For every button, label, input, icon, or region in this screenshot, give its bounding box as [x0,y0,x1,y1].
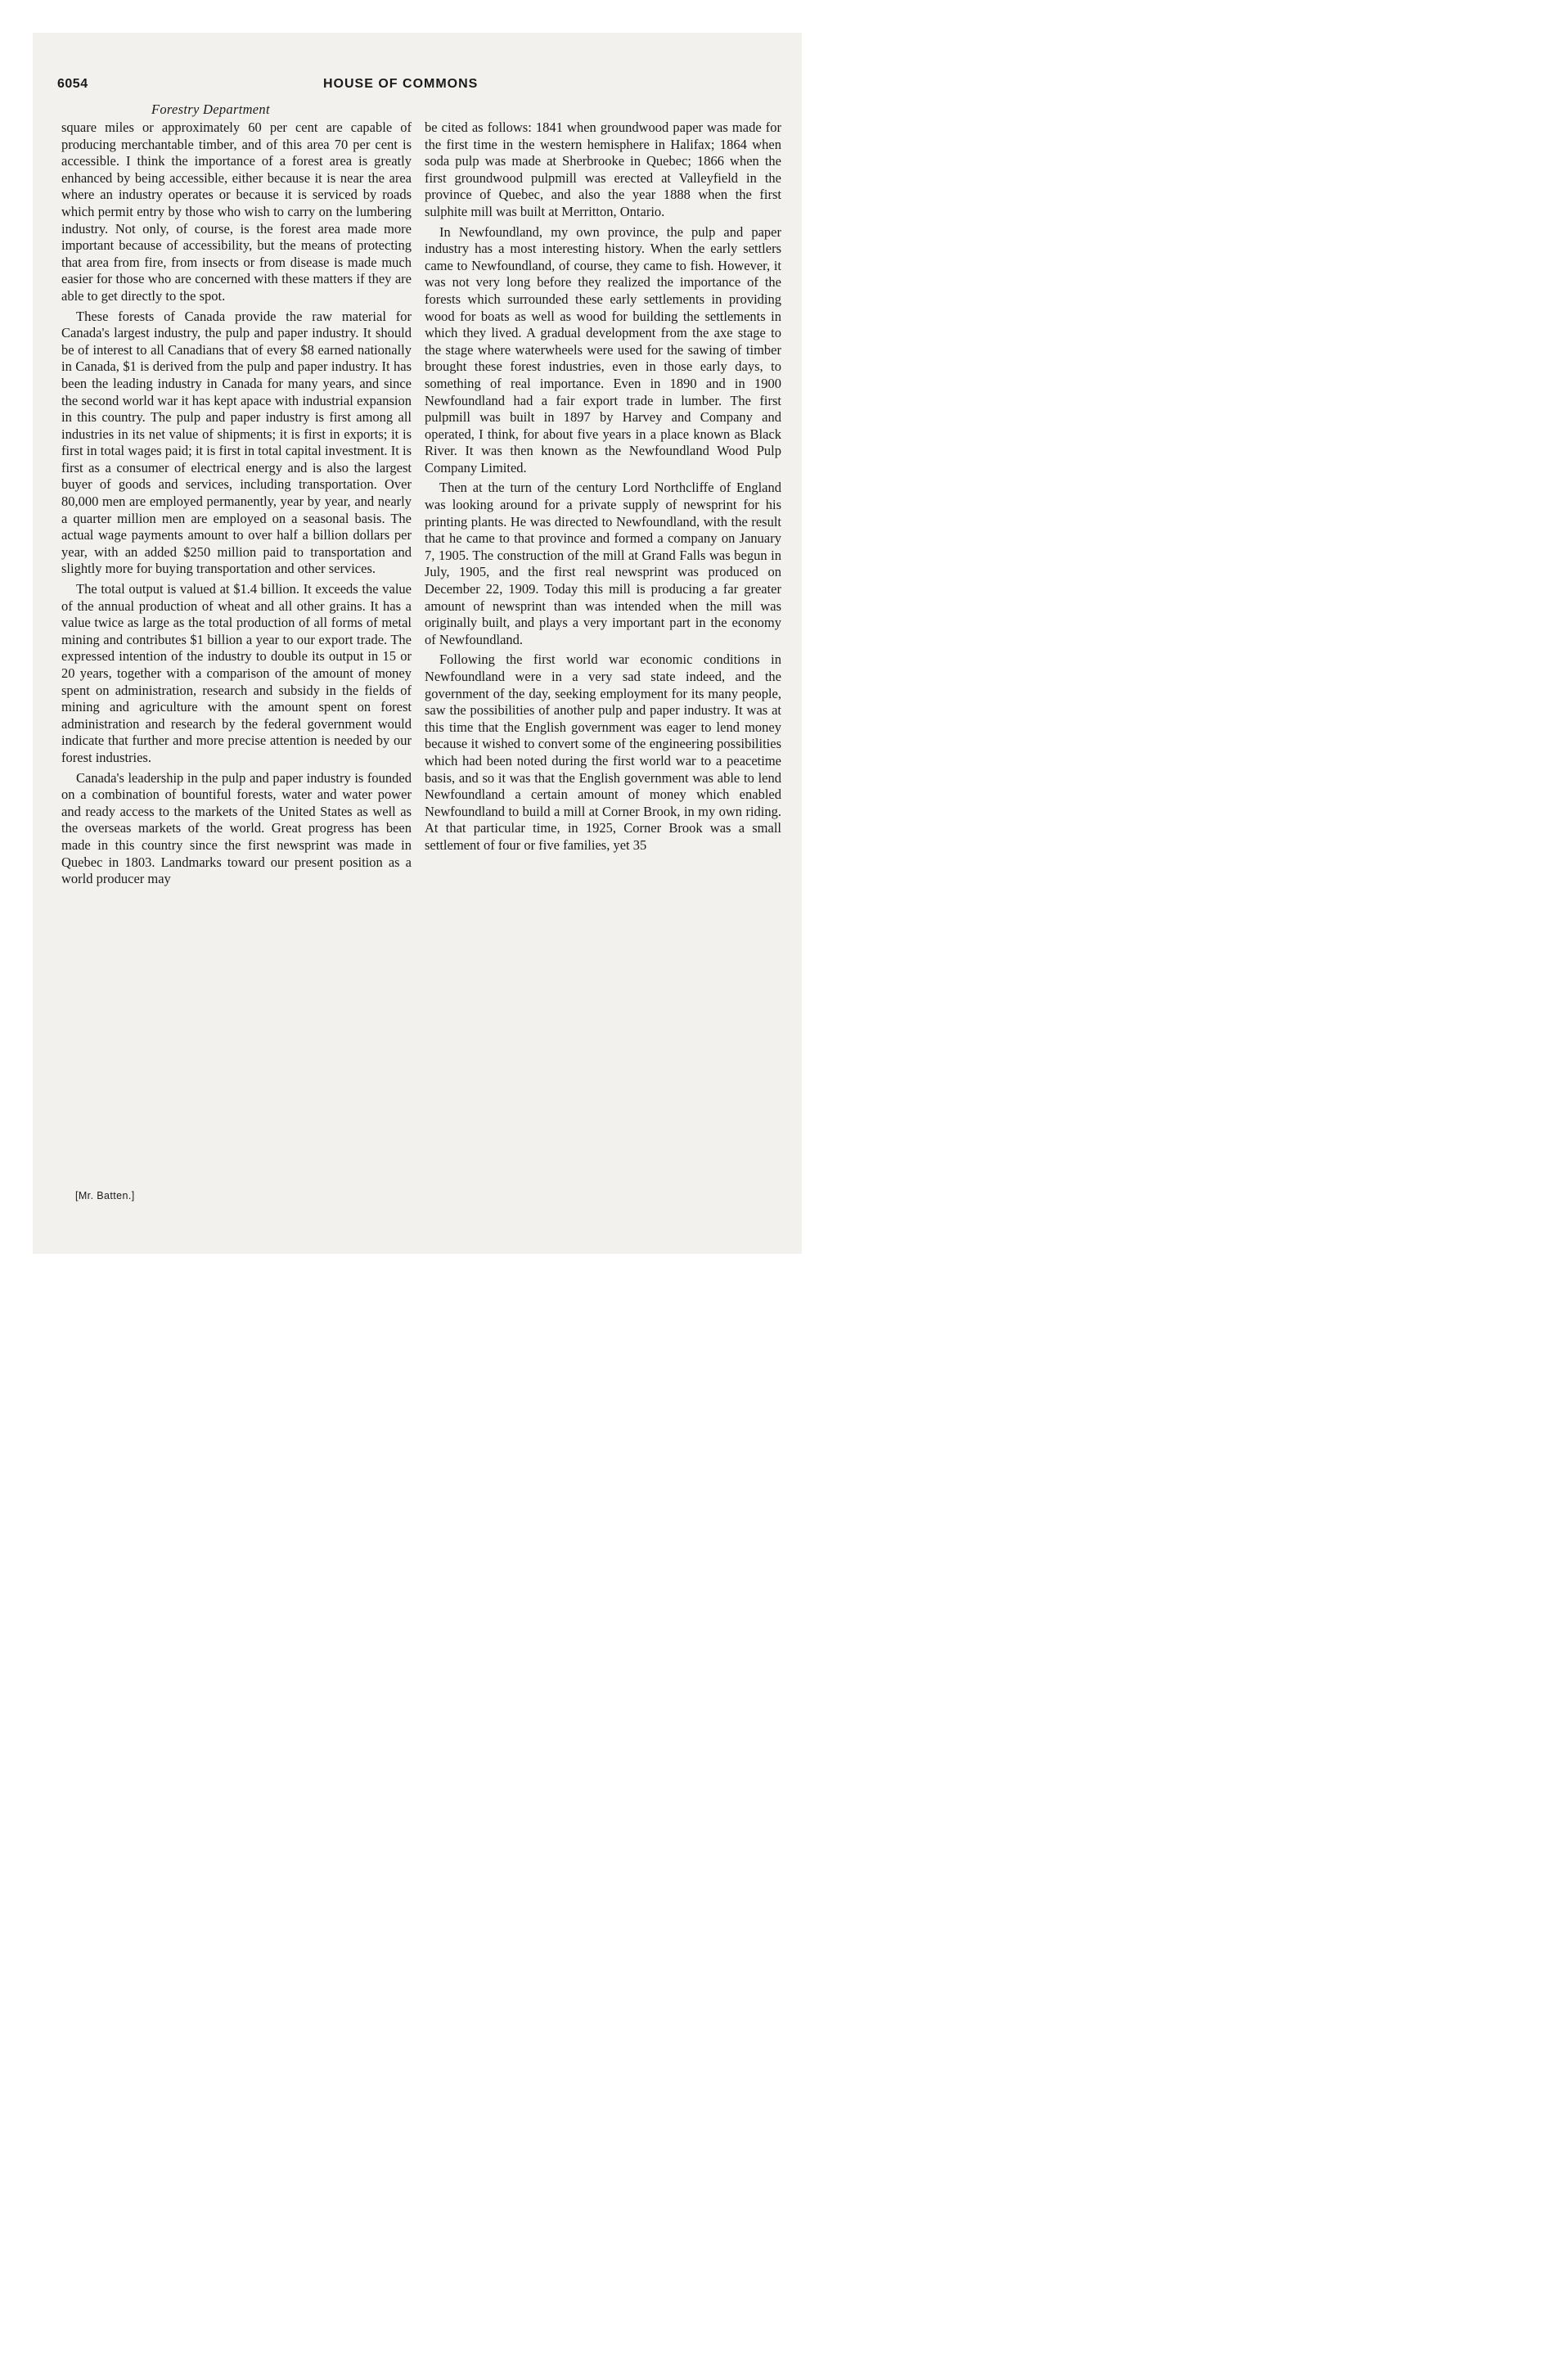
right-column [425,119,781,854]
paragraph: The total output is valued at $1.4 billion. It exceeds the value of the annual production of wheat and all other grains. It has a value twice as large as the total production of all forms of metal mining and contributes $1 billion a year to our export trade. The expressed intention of the industry to double its output in 15 or 20 years, together with a comparison of the amount of money spent on administration, research and subsidy in the fields of mining and agriculture with the amount spent on forest administration and research by the federal government would indicate that further and more precise attention is needed by our forest industries. [61,581,412,765]
running-head: HOUSE OF COMMONS [323,77,479,91]
paragraph: Following the first world war economic conditions in Newfoundland were in a very sad state indeed, and the government of the day, seeking employment for its many people, saw the possibilities of another pulp and paper industry. It was at this time that the English government was eager to lend money because it wished to convert some of the engineering possibilities which had been noted during the first world war to a peacetime basis, and so it was that the English government was able to lend Newfoundland a certain amount of money which enabled Newfoundland to build a mill at Corner Brook, in my own riding. At that particular time, in 1925, Corner Brook was a small settlement of four or five families, yet 35 [425,651,781,853]
paragraph: These forests of Canada provide the raw material for Canada's largest industry, the pulp and paper industry. It should be of interest to all Canadians that of every $8 earned nationally in Canada, $1 is derived from the pulp and paper industry. It has been the leading industry in Canada for many years, and since the second world war it has kept apace with industrial expansion in this country. The pulp and paper industry is first among all industries in its net value of shipments; it is first in exports; it is first in total wages paid; it is first in total capital investment. It is first as a consumer of electrical energy and is also the largest buyer of goods and services, including transportation. Over 80,000 men are employed permanently, year by year, and nearly a quarter million men are employed on a seasonal basis. The actual wage payments amount to over half a billion dollars per year, with an added $250 million paid to transportation and slightly more for buying transportation and other services. [61,308,412,577]
page-number: 6054 [57,77,88,91]
paragraph: In Newfoundland, my own province, the pulp and paper industry has a most interesting history. When the early settlers came to Newfoundland, of course, they came to fish. However, it was not very long before they realized the importance of the forests which surrounded these early settlements in providing wood for boats as well as wood for building the settlements in which they lived. A gradual development from the axe stage to the stage where waterwheels were used for the sawing of timber brought these forest industries, even in those early days, to something of real importance. Even in 1890 and in 1900 Newfoundland had a fair export trade in lumber. The first pulpmill was built in 1897 by Harvey and Company and operated, I think, for about five years in a place known as Black River. It was then known as the Newfoundland Wood Pulp Company Limited. [425,223,781,476]
paragraph: square miles or approximately 60 per cent are capable of producing merchantable timber, and of this area 70 per cent is accessible. I think the importance of a forest area is greatly enhanced by being accessible, either because it is near the area where an industry operates or because it is serviced by roads which permit entry by those who wish to carry on the lumbering industry. Not only, of course, is the forest area made more important because of accessibility, but the means of protecting that area from fire, from insects or from disease is made much easier for those who are concerned with these matters if they are able to get directly to the spot. [61,119,412,304]
speaker-tag: [Mr. Batten.] [75,1190,135,1201]
page-header [57,77,781,97]
paragraph: Then at the turn of the century Lord Northcliffe of England was looking around for a private supply of newsprint for his printing plants. He was directed to Newfoundland, with the result that he came to that province and formed a company on January 7, 1905. The construction of the mill at Grand Falls was begun in July, 1905, and the first real newsprint was produced on December 22, 1909. Today this mill is producing a far greater amount of newsprint than was intended when the mill was originally built, and plays a very important part in the economy of Newfoundland. [425,480,781,647]
section-heading: Forestry Department [151,101,270,117]
paragraph: be cited as follows: 1841 when groundwood paper was made for the first time in the western hemisphere in Halifax; 1864 when soda pulp was made at Sherbrooke in Quebec; 1866 when the first groundwood pulpmill was erected at Valleyfield in the province of Quebec, and also the year 1888 when the first sulphite mill was built at Merritton, Ontario. [425,119,781,219]
left-column [61,119,412,888]
paragraph: Canada's leadership in the pulp and paper industry is founded on a combination of bountiful forests, water and water power and ready access to the markets of the United States as well as the overseas markets of the world. Great progress has been made in this country since the first newsprint was made in Quebec in 1803. Landmarks toward our present position as a world producer may [61,769,412,887]
